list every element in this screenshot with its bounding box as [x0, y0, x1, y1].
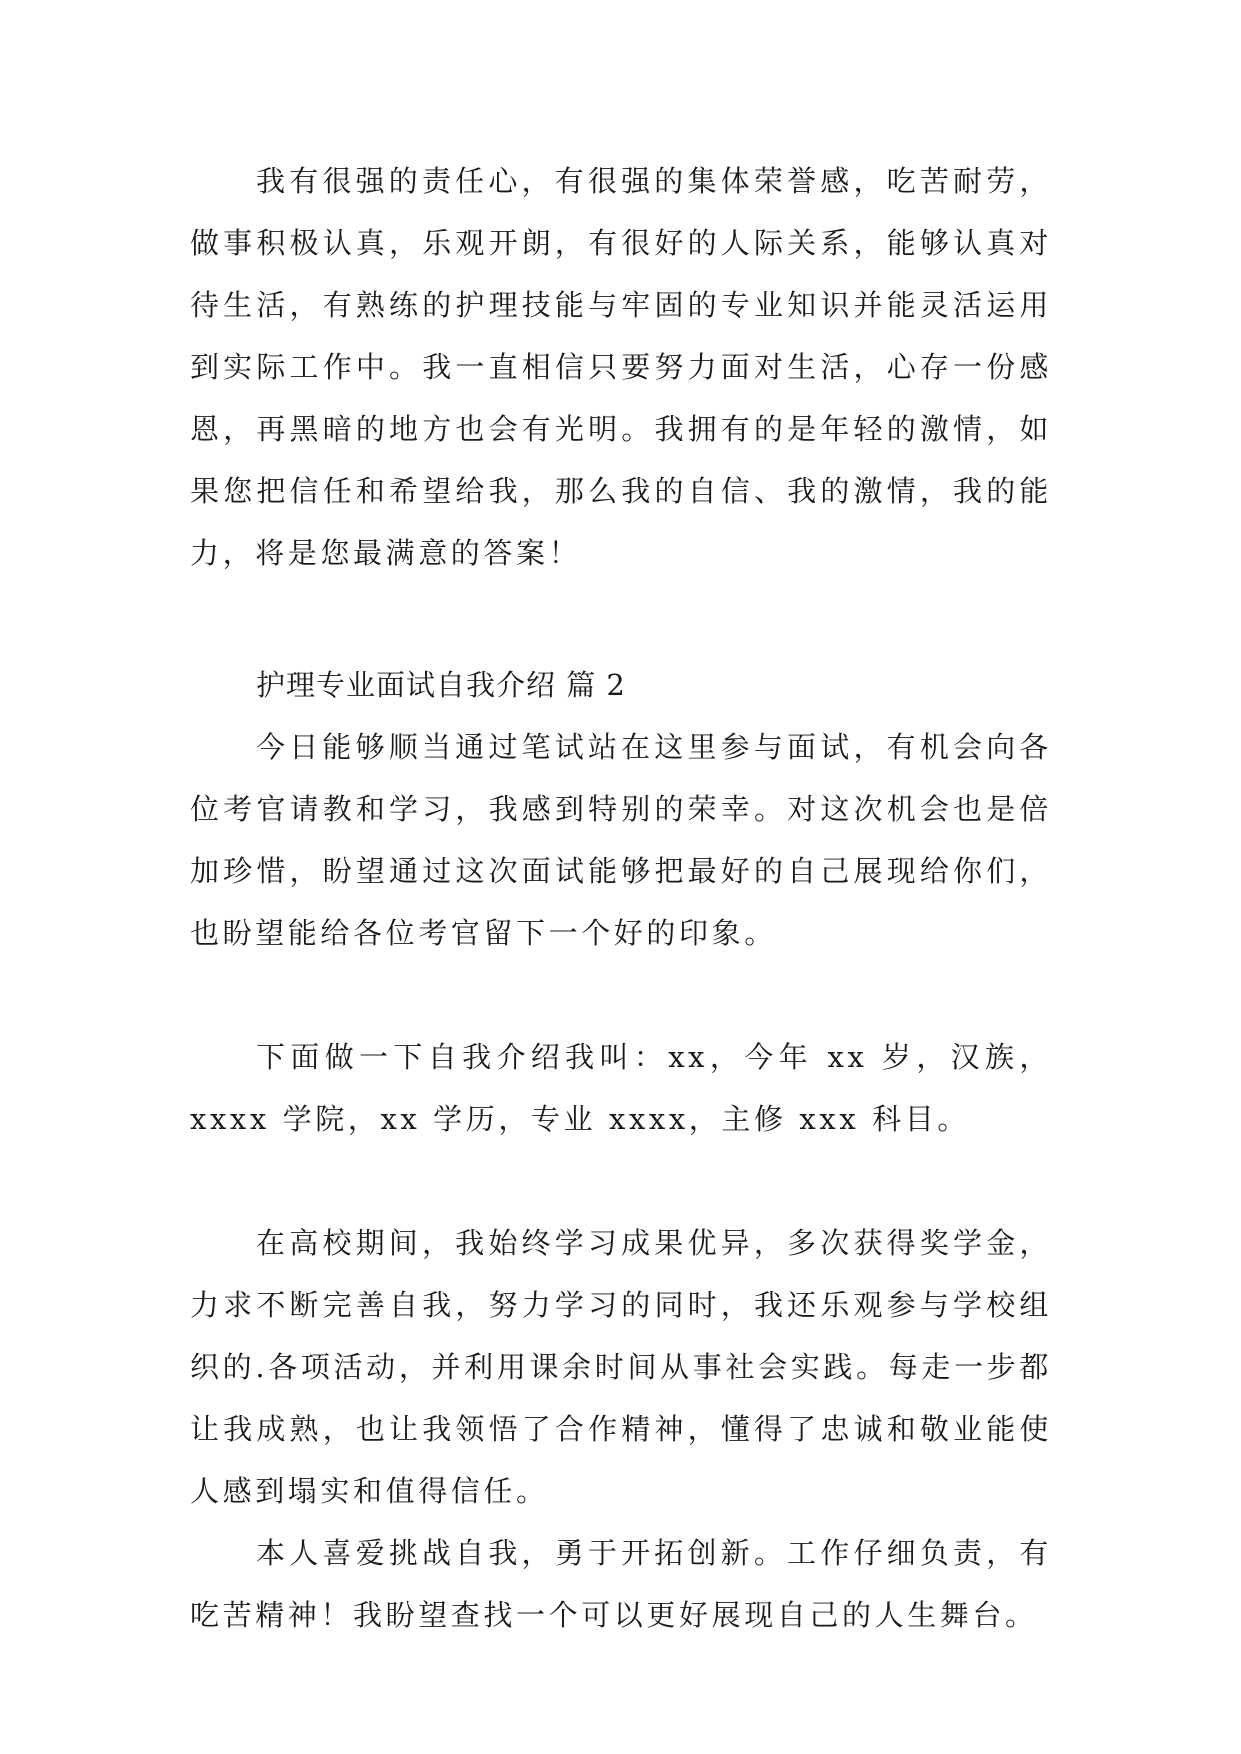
paragraph-interview-intro: 今日能够顺当通过笔试站在这里参与面试，有机会向各位考官请教和学习，我感到特别的荣幸。对这次机会也是倍加珍惜，盼望通过这次面试能够把最好的自己展现给你们，也盼望能给各位考官留下一个好的印象。	[190, 730, 1052, 950]
paragraph-self-introduction: 下面做一下自我介绍我叫：xx，今年 xx 岁，汉族，xxxx 学院，xx 学历，专业 xxxx，主修 xxx 科目。	[190, 1040, 1052, 1136]
paragraph-personal-goals: 本人喜爱挑战自我，勇于开拓创新。工作仔细负责，有吃苦精神！我盼望查找一个可以更好展现自己的人生舞台。	[190, 1536, 1052, 1632]
spacer	[190, 1150, 1052, 1212]
spacer	[190, 584, 1052, 654]
paragraph-personal-qualities: 我有很强的责任心，有很强的集体荣誉感，吃苦耐劳，做事积极认真，乐观开朗，有很好的人际关系，能够认真对待生活，有熟练的护理技能与牢固的专业知识并能灵活运用到实际工作中。我一直相信只要努力面对生活，心存一份感恩，再黑暗的地方也会有光明。我拥有的是年轻的激情，如果您把信任和希望给我，那么我的自信、我的激情，我的能力，将是您最满意的答案！	[190, 164, 1052, 570]
document-body	[190, 150, 1052, 1646]
spacer	[190, 964, 1052, 1026]
section-heading: 护理专业面试自我介绍 篇 2	[256, 668, 626, 702]
paragraph-university-experience: 在高校期间，我始终学习成果优异，多次获得奖学金，力求不断完善自我，努力学习的同时，我还乐观参与学校组织的.各项活动，并利用课余时间从事社会实践。每走一步都让我成熟，也让我领悟了合作精神，懂得了忠诚和敬业能使人感到塌实和值得信任。	[190, 1226, 1052, 1508]
